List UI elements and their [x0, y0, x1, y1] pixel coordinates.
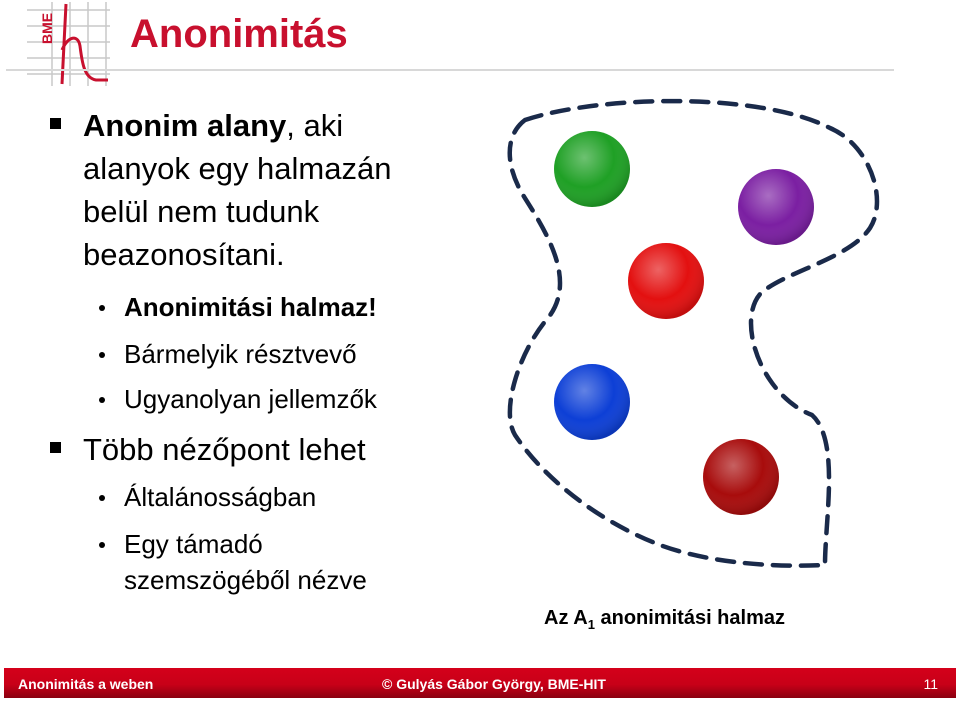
caption-text: anonimitási halmaz: [594, 607, 785, 629]
sub-bullet: [124, 382, 444, 416]
dot-bullet-icon: [99, 305, 105, 311]
sub-bullet-label: Bármelyik résztvevő: [124, 339, 357, 369]
footer-author: © Gulyás Gábor György, BME-HIT: [382, 676, 606, 692]
diagram-caption: [544, 607, 785, 632]
logo-text: BME: [39, 12, 55, 44]
bullet-text-line: belül nem tudunk: [83, 194, 320, 229]
sub-bullet: [124, 290, 444, 324]
sub-bullet-label: Egy támadó: [124, 529, 263, 559]
footer-title: Anonimitás a weben: [18, 676, 154, 692]
circle-red: [628, 243, 704, 319]
footer-bar: [4, 668, 956, 698]
dot-bullet-icon: [99, 397, 105, 403]
sub-bullet-label: Általánosságban: [124, 482, 317, 512]
slide-title: Anonimitás: [130, 12, 348, 56]
sub-bullet: [124, 337, 444, 371]
sub-bullet-label: Ugyanolyan jellemzők: [124, 384, 377, 414]
circle-blue: [554, 364, 630, 440]
title-divider: [6, 69, 894, 71]
bullet-bold-term: Anonim alany: [83, 108, 287, 143]
page-number: 11: [923, 676, 938, 692]
dot-bullet-icon: [99, 495, 105, 501]
sub-bullet-label: Anonimitási halmaz!: [124, 292, 377, 322]
bullet-label: Több nézőpont lehet: [83, 432, 366, 467]
circle-dark-red: [703, 439, 779, 515]
circle-green: [554, 131, 630, 207]
anonymity-set-diagram: [500, 90, 900, 590]
bullet-text-line: , aki: [286, 108, 344, 143]
square-bullet-icon: [50, 118, 61, 129]
bullet-text-line: alanyok egy halmazán: [83, 151, 392, 186]
circle-purple: [738, 169, 814, 245]
dot-bullet-icon: [99, 542, 105, 548]
sub-bullet-continuation: szemszögéből nézve: [124, 565, 367, 595]
sub-bullet: [124, 480, 444, 514]
caption-text: Az A: [544, 607, 588, 629]
bullet-text-line: beazonosítani.: [83, 237, 285, 272]
sub-bullet: [124, 527, 444, 561]
bullet-anonim-alany: [83, 104, 483, 147]
bullet-tobb-nezopont: [83, 428, 483, 471]
square-bullet-icon: [50, 442, 61, 453]
bme-logo: [22, 0, 114, 88]
dot-bullet-icon: [99, 352, 105, 358]
caption-subscript: 1: [587, 617, 595, 632]
